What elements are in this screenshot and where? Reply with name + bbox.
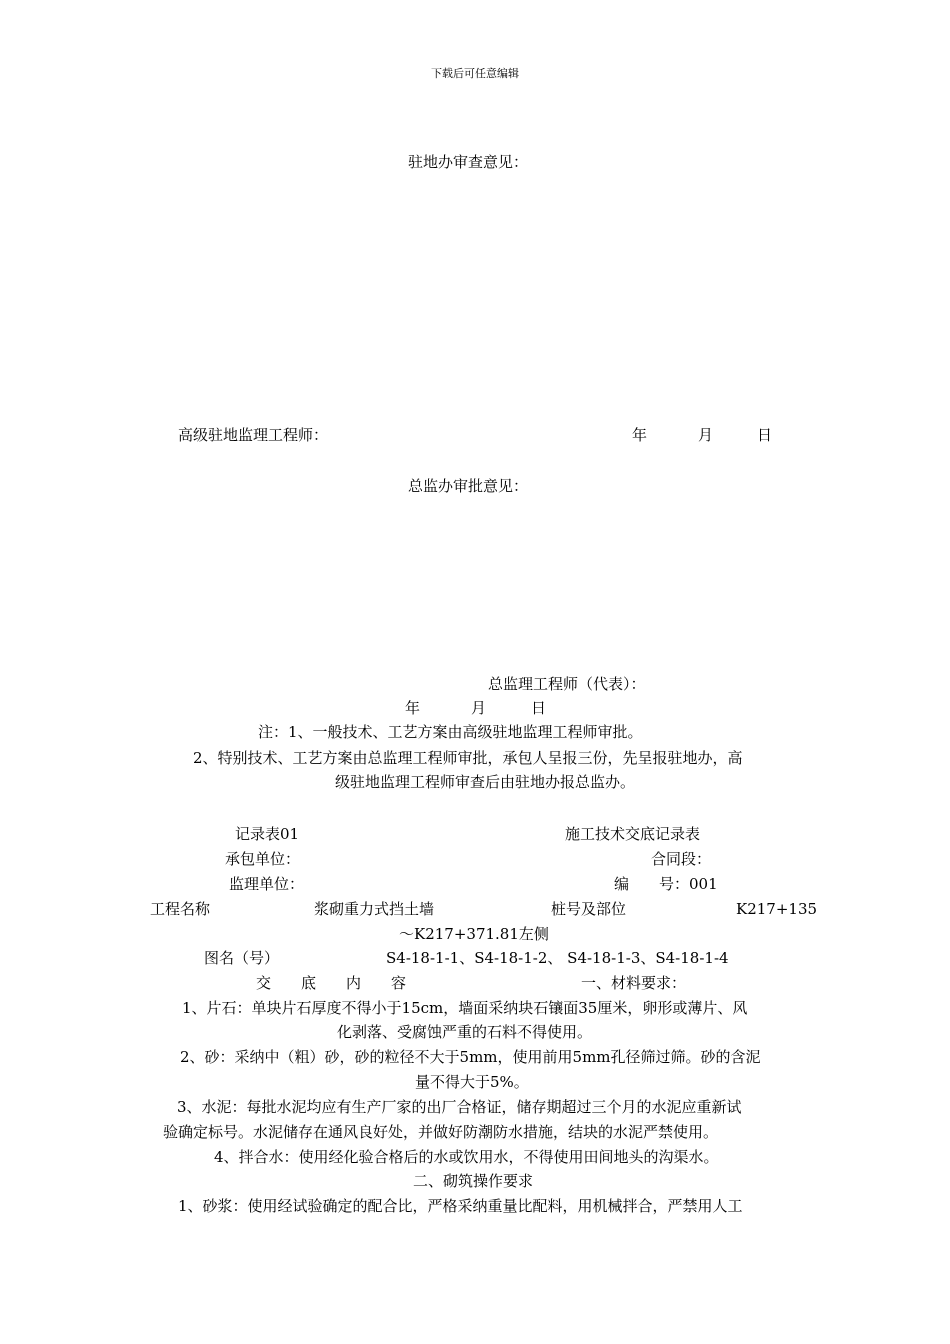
station-label: 桩号及部位 <box>551 900 627 918</box>
chief-date-day: 日 <box>531 699 547 717</box>
chief-approval-label: 总监办审批意见： <box>408 477 529 495</box>
drawing-value: S4-18-1-1、S4-18-1-2、 S4-18-1-3、S4-18-1-4 <box>386 949 729 967</box>
resident-date-year: 年 <box>632 426 648 444</box>
resident-engineer-signature-label: 高级驻地监理工程师： <box>178 426 329 444</box>
section-1-title: 一、材料要求： <box>581 974 687 992</box>
contract-section-label: 合同段： <box>651 850 712 868</box>
page-header: 下载后可任意编辑 <box>431 67 519 80</box>
chief-engineer-signature-label: 总监理工程师（代表）： <box>488 675 646 693</box>
note-line-2: 2、特别技术、工艺方案由总监理工程师审批，承包人呈报三份，先呈报驻地办，高 <box>193 749 743 767</box>
material-3-line-a: 3、水泥：每批水泥均应有生产厂家的出厂合格证，储存期超过三个月的水泥应重新试 <box>177 1098 742 1116</box>
material-1-line-b: 化剥落、受腐蚀严重的石料不得使用。 <box>337 1023 593 1041</box>
section-2-title: 二、砌筑操作要求 <box>413 1172 534 1190</box>
project-name-label: 工程名称 <box>150 900 211 918</box>
drawing-label: 图名（号） <box>204 949 280 967</box>
material-3-line-b: 验确定标号。水泥储存在通风良好处，并做好防潮防水措施，结块的水泥严禁使用。 <box>163 1123 719 1141</box>
project-name-value: 浆砌重力式挡土墙 <box>314 900 435 918</box>
resident-date-day: 日 <box>757 426 773 444</box>
document-number: 编 号：001 <box>614 875 718 893</box>
material-2-line-b: 量不得大于5%。 <box>415 1073 529 1091</box>
chief-date-year: 年 <box>405 699 421 717</box>
station-value-end: ～K217+371.81左侧 <box>399 925 549 943</box>
form-number: 记录表01 <box>235 825 300 843</box>
supervisor-label: 监理单位： <box>229 875 305 893</box>
resident-review-label: 驻地办审查意见： <box>408 153 529 171</box>
material-2-line-a: 2、砂：采纳中（粗）砂，砂的粒径不大于5mm，使用前用5mm孔径筛过筛。砂的含泥 <box>180 1048 761 1066</box>
resident-date-month: 月 <box>698 426 714 444</box>
note-line-3: 级驻地监理工程师审查后由驻地办报总监办。 <box>335 773 636 791</box>
content-label: 交 底 内 容 <box>256 974 407 992</box>
operation-1-line-a: 1、砂浆：使用经试验确定的配合比，严格采纳重量比配料，用机械拌合，严禁用人工 <box>178 1197 743 1215</box>
form-title: 施工技术交底记录表 <box>565 825 701 843</box>
chief-date-month: 月 <box>471 699 487 717</box>
station-value-start: K217+135 <box>736 900 818 918</box>
material-4: 4、拌合水：使用经化验合格后的水或饮用水，不得使用田间地头的沟渠水。 <box>214 1148 719 1166</box>
note-line-1: 注：1、一般技术、工艺方案由高级驻地监理工程师审批。 <box>258 723 643 741</box>
contractor-label: 承包单位： <box>225 850 301 868</box>
material-1-line-a: 1、片石：单块片石厚度不得小于15cm，墙面采纳块石镶面35厘米，卵形或薄片、风 <box>182 999 748 1017</box>
